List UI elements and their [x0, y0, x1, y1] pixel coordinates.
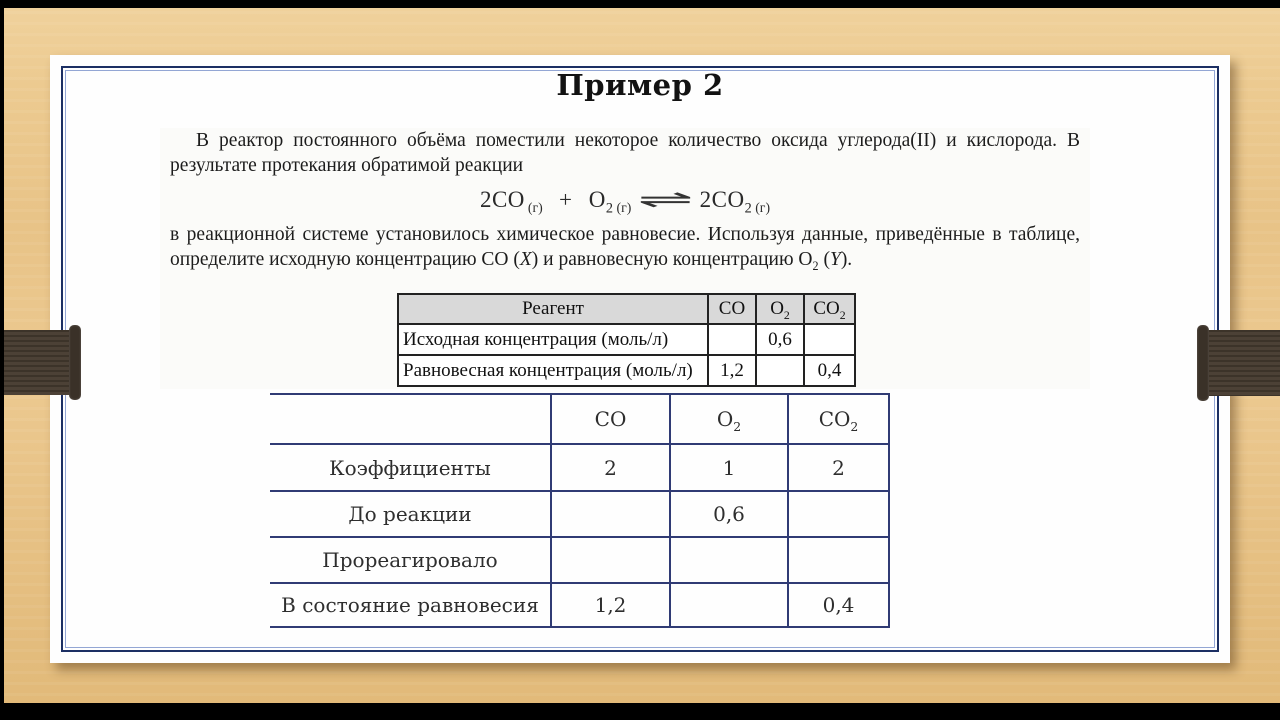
cell-o2: 0,6 [756, 324, 804, 355]
work-table-header-co: CO [551, 394, 670, 444]
given-table-header-co: CO [708, 294, 756, 324]
problem-paragraph-2: в реакционной системе установилось химическое равновесие. Используя данные, приведённые в таблице, определите исходную концентрацию CO (X) и равновесную концентрацию $O_2$ (Y). [170, 223, 1080, 273]
given-table-header-co2: $CO_2$ [804, 294, 855, 324]
letterbox-bottom [0, 703, 1280, 720]
cell-o2 [756, 355, 804, 386]
cell-co [551, 491, 670, 537]
variable-x: X [519, 249, 532, 271]
variable-y: Y [829, 249, 841, 271]
left-clip-cap [69, 325, 81, 400]
given-table-row-equilibrium [398, 355, 855, 386]
cell-co2 [788, 537, 889, 583]
work-table-row-reacted [270, 537, 889, 583]
row-label: Прореагировало [270, 537, 551, 583]
cell-co2: 0,4 [788, 583, 889, 627]
right-clip [1203, 330, 1280, 396]
letterbox-left [0, 0, 4, 720]
cell-co2: 2 [788, 444, 889, 491]
cell-co2: 0,4 [804, 355, 855, 386]
given-table-header-o2: $O_2$ [756, 294, 804, 324]
slide-title: Пример 2 [556, 68, 724, 102]
cell-co: 2 [551, 444, 670, 491]
cell-co2 [788, 491, 889, 537]
row-label: Коэффициенты [270, 444, 551, 491]
problem-paragraph-1: В реактор постоянного объёма поместили некоторое количество оксида углерода(II) и кислорода. В результате протекания обратимой реакции [170, 130, 1080, 177]
cell-co2 [804, 324, 855, 355]
given-table [397, 293, 856, 387]
cell-co: 1,2 [551, 583, 670, 627]
equation-term-co2: $2CO_2$ $_{(г)}$ [699, 186, 771, 217]
work-table-row-coefficients [270, 444, 889, 491]
given-table-header-reagent: Реагент [398, 294, 708, 324]
work-table-row-at-equilibrium [270, 583, 889, 627]
row-label: Исходная концентрация (моль/л) [398, 324, 708, 355]
given-table-row-initial [398, 324, 855, 355]
work-table-header-co2: $CO_2$ [788, 394, 889, 444]
left-clip [0, 330, 73, 395]
equation-term-o2: $O_2$ $_{(г)}$ [588, 186, 632, 217]
right-clip-cap [1197, 325, 1209, 401]
equation-term-co: 2CO $_{(г)}$ [479, 186, 543, 216]
chemical-equation [160, 186, 1090, 217]
plus-sign: + [559, 186, 573, 212]
cell-o2 [670, 537, 788, 583]
equilibrium-arrow-icon: ⇌ [636, 186, 695, 214]
letterbox-top [0, 0, 1280, 8]
row-label: Равновесная концентрация (моль/л) [398, 355, 708, 386]
work-table [270, 393, 890, 628]
work-table-header-o2: $O_2$ [670, 394, 788, 444]
work-table-header-empty [270, 394, 551, 444]
cell-o2: 1 [670, 444, 788, 491]
cell-co [708, 324, 756, 355]
row-label: В состояние равновесия [270, 583, 551, 627]
cell-co [551, 537, 670, 583]
cell-o2 [670, 583, 788, 627]
cell-o2: 0,6 [670, 491, 788, 537]
row-label: До реакции [270, 491, 551, 537]
cell-co: 1,2 [708, 355, 756, 386]
given-table-header-row [398, 294, 855, 324]
work-table-row-before [270, 491, 889, 537]
work-table-header-row [270, 394, 889, 444]
